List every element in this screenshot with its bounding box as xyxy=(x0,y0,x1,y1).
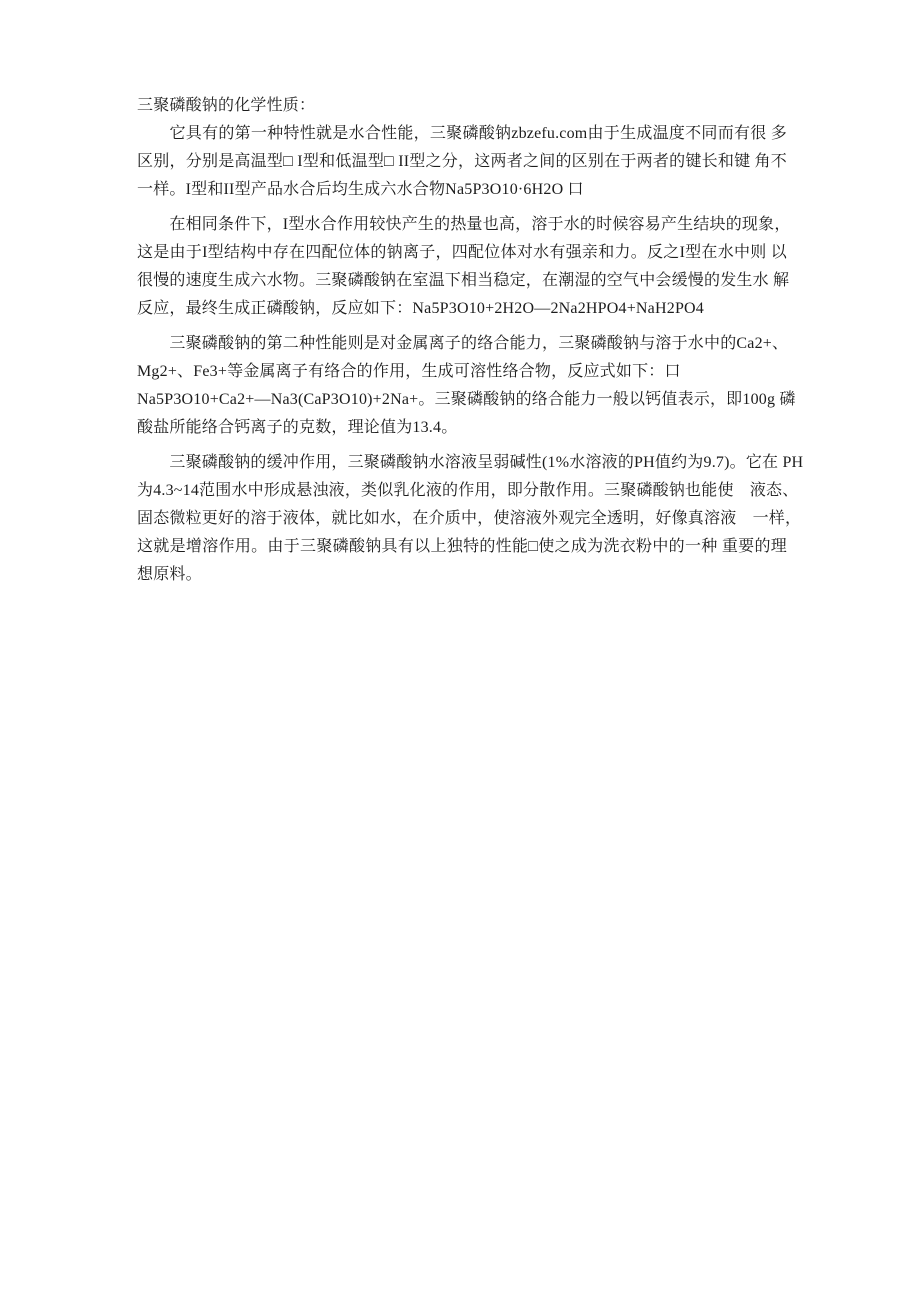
page-title: 三聚磷酸钠的化学性质： xyxy=(137,97,316,114)
paragraph-hydration xyxy=(137,120,787,204)
text-line: 一样。I型和II型产品水合后均生成六水合物Na5P3O10·6H2O 口 xyxy=(137,181,584,198)
paragraph-chelation xyxy=(137,330,796,442)
text-line: 反应，最终生成正磷酸钠，反应如下：Na5P3O10+2H2O—2Na2HPO4+NaH2PO4 xyxy=(137,300,704,317)
text-line: Na5P3O10+Ca2+—Na3(CaP3O10)+2Na+。三聚磷酸钠的络合能力一般以钙值表示，即100g 磷 xyxy=(137,391,796,408)
text-block xyxy=(137,92,804,589)
text-line: 三聚磷酸钠的缓冲作用，三聚磷酸钠水溶液呈弱碱性(1%水溶液的PH值约为9.7)。它在 PH xyxy=(137,454,804,471)
text-line: 这就是增溶作用。由于三聚磷酸钠具有以上独特的性能□使之成为洗衣粉中的一种 重要的理 xyxy=(137,538,787,555)
paragraph-stability xyxy=(137,211,791,323)
text-line: 区别，分别是高温型□ I型和低温型□ II型之分，这两者之间的区别在于两者的键长和键 角不 xyxy=(137,153,787,170)
text-line: 固态微粒更好的溶于液体，就比如水，在介质中，使溶液外观完全透明，好像真溶液 一样， xyxy=(137,510,802,527)
text-line: 三聚磷酸钠的第二种性能则是对金属离子的络合能力，三聚磷酸钠与溶于水中的Ca2+、 xyxy=(137,335,789,352)
text-line: 在相同条件下，I型水合作用较快产生的热量也高，溶于水的时候容易产生结块的现象， xyxy=(137,216,791,233)
text-line: 它具有的第一种特性就是水合性能，三聚磷酸钠zbzefu.com由于生成温度不同而有很 多 xyxy=(137,125,787,142)
text-line: 酸盐所能络合钙离子的克数，理论值为13.4。 xyxy=(137,419,458,436)
text-line: 想原料。 xyxy=(137,566,202,583)
paragraph-buffering xyxy=(137,449,804,589)
text-line: Mg2+、Fe3+等金属离子有络合的作用，生成可溶性络合物，反应式如下：口 xyxy=(137,363,681,380)
text-line: 很慢的速度生成六水物。三聚磷酸钠在室温下相当稳定，在潮湿的空气中会缓慢的发生水 解 xyxy=(137,272,790,289)
text-line: 这是由于I型结构中存在四配位体的钠离子，四配位体对水有强亲和力。反之I型在水中则 以 xyxy=(137,244,787,261)
text-line: 为4.3~14范围水中形成悬浊液，类似乳化液的作用，即分散作用。三聚磷酸钠也能使 液态、 xyxy=(137,482,799,499)
